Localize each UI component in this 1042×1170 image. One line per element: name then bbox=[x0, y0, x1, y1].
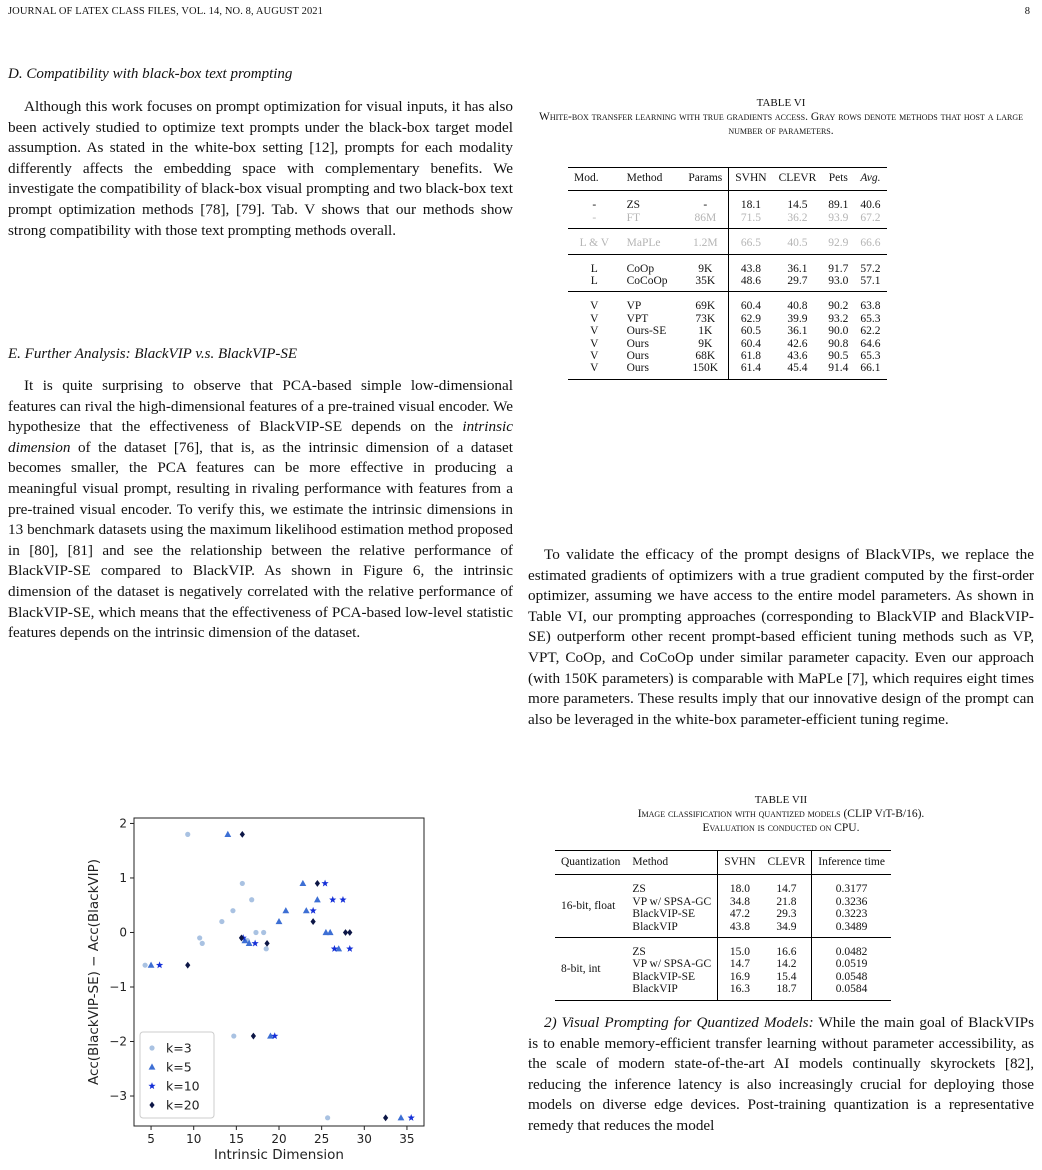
table6-cell: 150K bbox=[682, 362, 728, 379]
table6-cell: V bbox=[590, 350, 599, 363]
table6-cell: Ours-SE bbox=[626, 325, 667, 338]
table6-cell: CoOp bbox=[626, 262, 655, 275]
table6-container bbox=[568, 167, 887, 380]
legend-marker-k3 bbox=[149, 1045, 154, 1050]
table6-cell: V bbox=[590, 312, 599, 325]
y-tick-label: −3 bbox=[109, 1089, 127, 1104]
data-point-k3 bbox=[240, 881, 245, 886]
table6-cell: L bbox=[590, 262, 598, 275]
table7-cell: 16.3 bbox=[718, 983, 762, 1000]
data-point-k3 bbox=[325, 1115, 330, 1120]
table7-cell: 0.3223 bbox=[812, 908, 891, 920]
table6-cell: Ours bbox=[626, 337, 649, 350]
table7-cell: BlackVIP-SE bbox=[632, 908, 696, 921]
data-point-k3 bbox=[185, 832, 190, 837]
table6-cell: 9K bbox=[698, 262, 713, 275]
table7-cell: 29.3 bbox=[776, 908, 797, 921]
table6-cell: 45.4 bbox=[773, 362, 823, 379]
table6-cell: 14.5 bbox=[787, 199, 808, 212]
table6-cell: 40.6 bbox=[860, 199, 881, 212]
table6-cell: 57.2 bbox=[860, 262, 881, 275]
table7-caption bbox=[528, 793, 1034, 835]
x-tick-label: 20 bbox=[271, 1132, 287, 1146]
table7-caption-line1: Image classification with quantized models (CLIP ViT-B/16). bbox=[637, 808, 925, 820]
data-point-k5 bbox=[398, 1114, 405, 1120]
table6-row bbox=[568, 212, 887, 229]
table7-cell: BlackVIP bbox=[626, 983, 717, 1000]
table6-cell: 36.1 bbox=[787, 325, 808, 338]
table6-cell: 1.2M bbox=[682, 229, 728, 254]
data-point-k5 bbox=[276, 918, 283, 924]
table6-cell: 1K bbox=[698, 325, 713, 338]
table6-cell: 66.5 bbox=[729, 229, 773, 254]
table6-cell: 64.6 bbox=[860, 337, 881, 350]
table6-header-cell: CLEVR bbox=[773, 168, 823, 191]
right-paragraph: To validate the efficacy of the prompt designs of BlackVIPs, we replace the estimated gradients of optimizers with a true gradient computed by the first-order optimizer, assuming we have access to the entire model parameters. As shown in Table VI, our prompting approaches (corresponding to BlackVIP and BlackVIP-SE) outperform other recent prompt-based efficient tuning methods such as VP, VPT, CoOp, and CoCoOp under similar parameter capacity. Even our approach (with 150K parameters) is comparable with MaPLe [7], which requires eight times more parameters. These results imply that our innovative design of the prompt can also be leveraged in the white-box parameter-efficient tuning regime. bbox=[528, 546, 1034, 728]
x-tick-label: 25 bbox=[314, 1132, 330, 1146]
table7-cell: 0.3236 bbox=[812, 896, 891, 908]
table6-cell: Ours bbox=[621, 362, 683, 379]
subsection2-paragraph bbox=[528, 1013, 1034, 1137]
table7-cell: 0.0519 bbox=[812, 958, 891, 970]
table6-cell: VP bbox=[626, 300, 642, 313]
data-point-k3 bbox=[231, 1033, 236, 1038]
table7-container bbox=[555, 850, 891, 1001]
y-tick-label: −2 bbox=[109, 1034, 127, 1049]
y-tick-label: 2 bbox=[119, 816, 127, 831]
data-point-k20 bbox=[264, 940, 269, 947]
table7-cell: VP w/ SPSA-GC bbox=[632, 958, 712, 971]
table6-cell: MaPLe bbox=[621, 229, 683, 254]
table7-cell: 34.9 bbox=[762, 921, 812, 938]
table6-cell: 66.1 bbox=[854, 362, 886, 379]
page-number: 8 bbox=[1024, 6, 1030, 17]
table6-cell: 69K bbox=[695, 300, 716, 313]
table6-cell: 90.2 bbox=[828, 300, 849, 313]
table6-cell: 93.9 bbox=[822, 212, 854, 229]
table6-cell: V bbox=[568, 362, 621, 379]
table6-cell: 91.4 bbox=[822, 362, 854, 379]
table6-cell: 35K bbox=[682, 275, 728, 292]
table7-row bbox=[555, 938, 891, 959]
table6-cell: 90.8 bbox=[828, 337, 849, 350]
table6-cell: 71.5 bbox=[729, 212, 773, 229]
y-tick-label: −1 bbox=[109, 979, 127, 994]
figure-scatter-chart bbox=[60, 808, 432, 1170]
x-tick-label: 15 bbox=[228, 1132, 244, 1146]
table6-cell: 65.3 bbox=[860, 312, 881, 325]
y-tick-label: 1 bbox=[119, 870, 127, 885]
table6-cell: 36.2 bbox=[773, 212, 823, 229]
data-point-k10 bbox=[339, 896, 346, 903]
table7-cell: 14.7 bbox=[718, 958, 762, 970]
data-point-k5 bbox=[282, 907, 289, 913]
data-point-k10 bbox=[321, 880, 328, 887]
table6-cell: 68K bbox=[695, 350, 716, 363]
table7-cell: 0.0548 bbox=[812, 971, 891, 983]
table6-row bbox=[568, 275, 887, 292]
table6-cell: 9K bbox=[698, 337, 713, 350]
table7-cell: VP w/ SPSA-GC bbox=[632, 895, 712, 908]
table6-cell: 40.5 bbox=[773, 229, 823, 254]
table7-row bbox=[555, 875, 891, 896]
table7 bbox=[555, 850, 891, 1001]
data-point-k10 bbox=[310, 907, 317, 914]
table6-cell: 61.4 bbox=[729, 362, 773, 379]
table6-cell: 63.8 bbox=[860, 300, 881, 313]
data-point-k3 bbox=[200, 941, 205, 946]
table6-header-cell: Method bbox=[621, 168, 683, 191]
table6-cell: 43.8 bbox=[729, 254, 773, 275]
table7-cell: 0.0482 bbox=[812, 938, 891, 959]
x-axis-label: Intrinsic Dimension bbox=[214, 1147, 344, 1163]
x-tick-label: 35 bbox=[399, 1132, 415, 1146]
table6-cell: 29.7 bbox=[773, 275, 823, 292]
legend-label: k=5 bbox=[166, 1059, 192, 1075]
table7-cell: 0.3177 bbox=[812, 875, 891, 896]
table7-cell: 0.0584 bbox=[812, 983, 891, 1000]
data-point-k20 bbox=[185, 962, 190, 969]
data-point-k5 bbox=[299, 880, 306, 886]
y-tick-label: 0 bbox=[119, 925, 127, 940]
data-point-k3 bbox=[261, 930, 266, 935]
data-point-k3 bbox=[264, 946, 269, 951]
table7-cell: 15.4 bbox=[776, 970, 797, 983]
table6-cell: 90.0 bbox=[828, 325, 849, 338]
section-d-title: D. Compatibility with black-box text prompting bbox=[8, 66, 293, 82]
table6-row bbox=[568, 229, 887, 254]
table7-cell: 14.7 bbox=[776, 883, 797, 896]
table6-cell: L & V bbox=[568, 229, 621, 254]
table7-cell: 15.0 bbox=[718, 938, 762, 959]
data-point-k5 bbox=[314, 896, 321, 902]
table6-cell: 48.6 bbox=[729, 275, 773, 292]
table7-cell: ZS bbox=[632, 883, 646, 896]
table7-caption-line2: Evaluation is conducted on CPU. bbox=[702, 822, 860, 834]
table6-header-cell: Params bbox=[682, 168, 728, 191]
table7-cell: ZS bbox=[632, 946, 646, 959]
table6-row bbox=[568, 292, 887, 313]
section-e-body-b: of the dataset [76], that is, as the intrinsic dimension of a dataset becomes smaller, the PCA features can be more effective in producing a meaningful visual prompt, resulting in rivaling performance with features from a pre-trained visual encoder. To verify this, we estimate the intrinsic dimensions in 13 benchmark datasets using the maximum likelihood estimation method proposed in [80], [81] and see the relationship between the relative performance of BlackVIP-SE compared to BlackVIP. As shown in Figure 6, the intrinsic dimension of the dataset is negatively correlated with the relative performance of BlackVIP-SE, which means that the effectiveness of PCA-based low-level statistic features depends on the intrinsic dimension of the dataset. bbox=[8, 438, 513, 642]
table7-cell: BlackVIP-SE bbox=[632, 970, 696, 983]
table6-label: TABLE VI bbox=[756, 97, 806, 109]
table6-cell: 43.6 bbox=[787, 350, 808, 363]
legend-label: k=3 bbox=[166, 1040, 192, 1056]
data-point-k10 bbox=[252, 940, 259, 947]
data-point-k10 bbox=[346, 945, 353, 952]
table6-cell: ZS bbox=[626, 199, 641, 212]
table7-cell: 34.8 bbox=[718, 896, 762, 908]
table7-quantization-cell: 16-bit, float bbox=[555, 875, 626, 938]
table6-cell: 86M bbox=[682, 212, 728, 229]
table6-row bbox=[568, 191, 887, 212]
table6-cell: 60.4 bbox=[729, 338, 773, 350]
table6-cell: 65.3 bbox=[860, 350, 881, 363]
table6-cell: 61.8 bbox=[729, 350, 773, 362]
table6-cell: 62.9 bbox=[729, 313, 773, 325]
subsection2-title: 2) Visual Prompting for Quantized Models: bbox=[544, 1014, 814, 1031]
table7-cell: 47.2 bbox=[718, 908, 762, 920]
data-point-k20 bbox=[383, 1114, 388, 1121]
table6-cell: 93.0 bbox=[822, 275, 854, 292]
table6-cell: 91.7 bbox=[828, 262, 849, 275]
table6-row bbox=[568, 313, 887, 325]
table7-label: TABLE VII bbox=[754, 794, 808, 806]
table6-caption bbox=[528, 96, 1034, 138]
data-point-k5 bbox=[148, 962, 155, 968]
table6-cell: 66.6 bbox=[854, 229, 886, 254]
table6-header-cell: SVHN bbox=[729, 168, 773, 191]
data-point-k3 bbox=[142, 963, 147, 968]
data-point-k3 bbox=[197, 935, 202, 940]
table6-cell: CoCoOp bbox=[621, 275, 683, 292]
table6-cell: 89.1 bbox=[828, 199, 849, 212]
y-axis-label: Acc(BlackVIP-SE) − Acc(BlackVIP) bbox=[86, 858, 102, 1086]
table6-cell: 39.9 bbox=[787, 312, 808, 325]
table6-cell: 60.4 bbox=[729, 292, 773, 313]
x-tick-label: 30 bbox=[356, 1132, 372, 1146]
data-point-k3 bbox=[219, 919, 224, 924]
data-point-k20 bbox=[315, 880, 320, 887]
table6-cell: 36.1 bbox=[787, 262, 808, 275]
table6-cell: 57.1 bbox=[854, 275, 886, 292]
table6-header-cell: Avg. bbox=[854, 168, 886, 191]
table6-caption-text: White-box transfer learning with true gradients access. Gray rows denote methods that host a large number of parameters. bbox=[538, 111, 1024, 137]
table6-cell: V bbox=[590, 325, 599, 338]
data-point-k3 bbox=[230, 908, 235, 913]
table7-cell: 21.8 bbox=[776, 895, 797, 908]
table7-cell: 16.6 bbox=[776, 946, 797, 959]
table6-row bbox=[568, 350, 887, 362]
table7-header-cell: Quantization bbox=[555, 851, 626, 875]
table6-cell: 93.2 bbox=[828, 312, 849, 325]
data-point-k20 bbox=[240, 831, 245, 838]
section-d-body: Although this work focuses on prompt optimization for visual inputs, it has also been actively studied to optimize text prompts under the black-box target model assumption. As stated in the white-box setting [12], prompts for each modality differently affects the embedding space with complementary benefits. We investigate the compatibility of black-box visual prompting and two black-box text prompt optimization methods [78], [79]. Tab. V shows that our methods show strong compatibility with those text prompting methods overall. bbox=[8, 98, 513, 239]
section-e-body-a: It is quite surprising to observe that PCA-based simple low-dimensional features can rival the high-dimensional features of a pre-trained visual encoder. We hypothesize that the effectiveness of BlackVIP-SE depends on the bbox=[8, 377, 513, 436]
table7-cell: 14.2 bbox=[776, 958, 797, 971]
table7-quantization-cell: 8-bit, int bbox=[555, 938, 626, 1001]
table7-cell: 18.0 bbox=[718, 875, 762, 896]
table6-cell: 42.6 bbox=[787, 337, 808, 350]
table6-cell: V bbox=[590, 300, 599, 313]
table6-cell: FT bbox=[621, 212, 683, 229]
table7-header-cell: Method bbox=[626, 851, 717, 875]
table6-cell: 40.8 bbox=[787, 300, 808, 313]
table6-row bbox=[568, 362, 887, 379]
table6-row bbox=[568, 325, 887, 337]
table6-header-cell: Mod. bbox=[568, 168, 621, 191]
table7-cell: 16.9 bbox=[718, 971, 762, 983]
table6-cell: 90.5 bbox=[828, 350, 849, 363]
table7-cell: BlackVIP bbox=[626, 921, 717, 938]
data-point-k20 bbox=[347, 929, 352, 936]
table6-cell: 62.2 bbox=[860, 325, 881, 338]
table6-cell: Ours bbox=[626, 350, 649, 363]
table7-header-cell: Inference time bbox=[812, 851, 891, 875]
data-point-k3 bbox=[253, 930, 258, 935]
journal-header: JOURNAL OF LATEX CLASS FILES, VOL. 14, NO. 8, AUGUST 2021 bbox=[8, 6, 323, 17]
data-point-k5 bbox=[303, 907, 310, 913]
legend-label: k=20 bbox=[166, 1097, 200, 1113]
table6-cell: 73K bbox=[695, 312, 716, 325]
table7-cell: 43.8 bbox=[718, 921, 762, 938]
table6-cell: 18.1 bbox=[729, 191, 773, 212]
table7-cell: 18.7 bbox=[762, 983, 812, 1000]
table6-cell: - bbox=[703, 199, 708, 212]
table6-cell: VPT bbox=[626, 312, 649, 325]
table6-header-cell: Pets bbox=[822, 168, 854, 191]
section-e-title: E. Further Analysis: BlackVIP v.s. BlackVIP-SE bbox=[8, 346, 298, 362]
subsection2-body: While the main goal of BlackVIPs is to enable memory-efficient transfer learning without parameter accessibility, as the scale of modern state-of-the-art AI models continually skyrockets [82], reducing the inference latency is also increasingly crucial for deploying those models on diverse edge devices. Post-training quantization is a representative remedy that reduces the model bbox=[528, 1014, 1034, 1134]
data-point-k10 bbox=[156, 961, 163, 968]
data-point-k10 bbox=[408, 1114, 415, 1121]
table6 bbox=[568, 167, 887, 380]
table6-cell: 67.2 bbox=[854, 212, 886, 229]
section-e-body-emph: intrinsic dimension bbox=[8, 418, 513, 456]
data-point-k5 bbox=[327, 929, 334, 935]
table7-cell: 0.3489 bbox=[812, 921, 891, 938]
table6-cell: - bbox=[568, 212, 621, 229]
table6-cell: 60.5 bbox=[729, 325, 773, 337]
legend-label: k=10 bbox=[166, 1078, 200, 1094]
data-point-k10 bbox=[329, 896, 336, 903]
x-tick-label: 10 bbox=[186, 1132, 202, 1146]
data-point-k20 bbox=[311, 918, 316, 925]
table6-cell: L bbox=[568, 275, 621, 292]
table7-header-cell: SVHN bbox=[718, 851, 762, 875]
table7-header-cell: CLEVR bbox=[762, 851, 812, 875]
table6-cell: - bbox=[592, 199, 597, 212]
x-tick-label: 5 bbox=[147, 1132, 155, 1146]
data-point-k5 bbox=[224, 831, 231, 837]
data-point-k20 bbox=[251, 1033, 256, 1040]
data-point-k3 bbox=[249, 897, 254, 902]
table6-cell: V bbox=[590, 337, 599, 350]
section-e-body bbox=[8, 376, 513, 644]
table6-row bbox=[568, 254, 887, 275]
table6-cell: 92.9 bbox=[822, 229, 854, 254]
table6-row bbox=[568, 338, 887, 350]
